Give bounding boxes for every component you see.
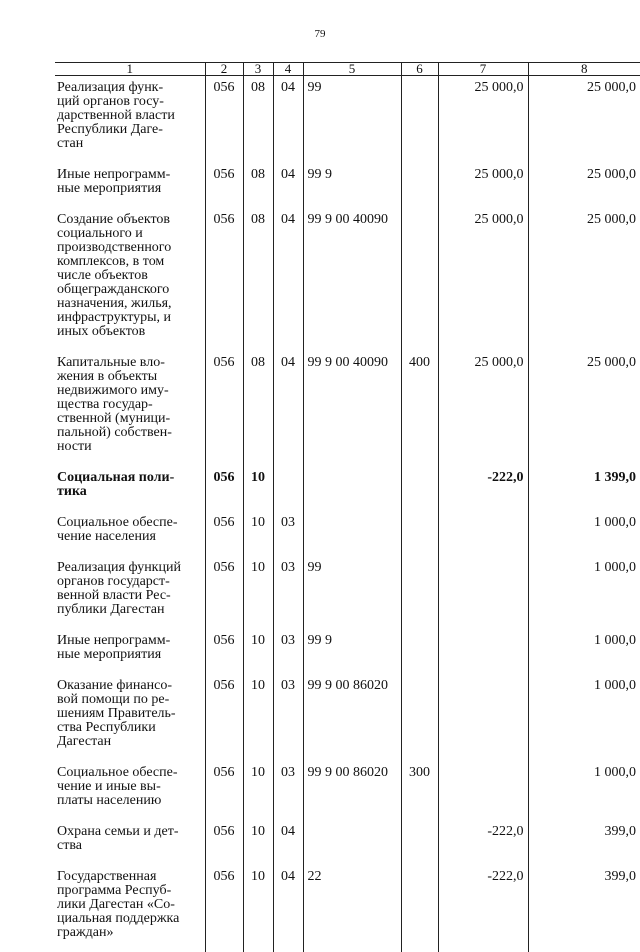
table-header-row: [55, 63, 640, 76]
cell-change-amount: -222,0: [438, 865, 528, 952]
cell-change-amount: 25 000,0: [438, 163, 528, 208]
cell-subsection: [273, 466, 303, 511]
cell-name: Реализация функций органов государст- венной власти Рес- публики Дагестан: [55, 556, 205, 629]
cell-name: Социальное обеспе- чение населения: [55, 511, 205, 556]
cell-total-amount: 25 000,0: [528, 351, 640, 466]
cell-name: Государственная программа Респуб- лики Дагестан «Со- циальная поддержка граждан»: [55, 865, 205, 952]
cell-target-article: [303, 511, 401, 556]
cell-section: 08: [243, 208, 273, 351]
table-row: [55, 76, 640, 164]
cell-change-amount: 25 000,0: [438, 76, 528, 164]
column-header: 6: [401, 63, 438, 76]
cell-section: 08: [243, 351, 273, 466]
cell-change-amount: [438, 674, 528, 761]
cell-target-article: 99: [303, 556, 401, 629]
cell-subsection: 04: [273, 351, 303, 466]
table-row: [55, 208, 640, 351]
table-body: [55, 76, 640, 952]
cell-section: 10: [243, 761, 273, 820]
cell-total-amount: 1 000,0: [528, 629, 640, 674]
cell-section: 10: [243, 466, 273, 511]
cell-admin-code: 056: [205, 865, 243, 952]
cell-name: Оказание финансо- вой помощи по ре- шениям Правитель- ства Республики Дагестан: [55, 674, 205, 761]
cell-change-amount: -222,0: [438, 820, 528, 865]
cell-section: 08: [243, 163, 273, 208]
cell-section: 10: [243, 674, 273, 761]
cell-total-amount: 1 399,0: [528, 466, 640, 511]
cell-target-article: 99: [303, 76, 401, 164]
cell-expense-type: [401, 865, 438, 952]
cell-subsection: 04: [273, 76, 303, 164]
table-row: [55, 820, 640, 865]
cell-name: Реализация функ- ций органов госу- дарственной власти Республики Даге- стан: [55, 76, 205, 164]
cell-name: Социальное обеспе- чение и иные вы- платы населению: [55, 761, 205, 820]
cell-expense-type: [401, 76, 438, 164]
cell-subsection: 04: [273, 865, 303, 952]
table-row: [55, 629, 640, 674]
cell-admin-code: 056: [205, 761, 243, 820]
table-row: [55, 556, 640, 629]
cell-total-amount: 399,0: [528, 820, 640, 865]
cell-target-article: 99 9 00 86020: [303, 761, 401, 820]
cell-expense-type: [401, 163, 438, 208]
table-row: [55, 761, 640, 820]
cell-target-article: 99 9 00 40090: [303, 351, 401, 466]
cell-admin-code: 056: [205, 629, 243, 674]
column-header: 4: [273, 63, 303, 76]
cell-admin-code: 056: [205, 466, 243, 511]
cell-target-article: [303, 466, 401, 511]
cell-total-amount: 25 000,0: [528, 163, 640, 208]
cell-change-amount: [438, 511, 528, 556]
column-header: 3: [243, 63, 273, 76]
cell-name: Охрана семьи и дет- ства: [55, 820, 205, 865]
cell-admin-code: 056: [205, 820, 243, 865]
cell-target-article: [303, 820, 401, 865]
cell-name: Социальная поли- тика: [55, 466, 205, 511]
cell-expense-type: [401, 511, 438, 556]
cell-total-amount: 1 000,0: [528, 556, 640, 629]
cell-change-amount: [438, 761, 528, 820]
cell-expense-type: [401, 674, 438, 761]
cell-change-amount: [438, 556, 528, 629]
cell-total-amount: 1 000,0: [528, 761, 640, 820]
cell-target-article: 99 9 00 86020: [303, 674, 401, 761]
table-row: [55, 511, 640, 556]
cell-target-article: 22: [303, 865, 401, 952]
cell-name: Создание объектов социального и производственного комплексов, в том числе объектов общегражданского назначения, жилья, инфраструктуры, и иных объектов: [55, 208, 205, 351]
cell-subsection: 03: [273, 761, 303, 820]
cell-admin-code: 056: [205, 163, 243, 208]
cell-target-article: 99 9: [303, 163, 401, 208]
cell-subsection: 03: [273, 674, 303, 761]
cell-name: Иные непрограмм- ные мероприятия: [55, 163, 205, 208]
cell-expense-type: [401, 629, 438, 674]
column-header: 2: [205, 63, 243, 76]
cell-section: 10: [243, 820, 273, 865]
page-number: 79: [0, 28, 640, 40]
budget-table: [55, 62, 640, 952]
cell-subsection: 03: [273, 556, 303, 629]
cell-admin-code: 056: [205, 351, 243, 466]
cell-admin-code: 056: [205, 208, 243, 351]
column-header: 5: [303, 63, 401, 76]
cell-change-amount: 25 000,0: [438, 208, 528, 351]
cell-total-amount: 25 000,0: [528, 208, 640, 351]
cell-section: 10: [243, 629, 273, 674]
cell-expense-type: [401, 820, 438, 865]
cell-section: 10: [243, 556, 273, 629]
cell-change-amount: -222,0: [438, 466, 528, 511]
cell-admin-code: 056: [205, 674, 243, 761]
column-header: 1: [55, 63, 205, 76]
cell-section: 10: [243, 511, 273, 556]
cell-change-amount: [438, 629, 528, 674]
cell-total-amount: 1 000,0: [528, 511, 640, 556]
cell-change-amount: 25 000,0: [438, 351, 528, 466]
table-row: [55, 674, 640, 761]
cell-total-amount: 1 000,0: [528, 674, 640, 761]
cell-admin-code: 056: [205, 511, 243, 556]
cell-target-article: 99 9 00 40090: [303, 208, 401, 351]
cell-target-article: 99 9: [303, 629, 401, 674]
column-header: 8: [528, 63, 640, 76]
cell-subsection: 03: [273, 629, 303, 674]
cell-admin-code: 056: [205, 76, 243, 164]
cell-expense-type: [401, 556, 438, 629]
cell-admin-code: 056: [205, 556, 243, 629]
table-row: [55, 865, 640, 952]
cell-subsection: 04: [273, 163, 303, 208]
cell-total-amount: 25 000,0: [528, 76, 640, 164]
cell-expense-type: 300: [401, 761, 438, 820]
cell-subsection: 03: [273, 511, 303, 556]
cell-name: Иные непрограмм- ные мероприятия: [55, 629, 205, 674]
cell-total-amount: 399,0: [528, 865, 640, 952]
table-row: [55, 351, 640, 466]
cell-expense-type: [401, 466, 438, 511]
cell-section: 08: [243, 76, 273, 164]
cell-expense-type: [401, 208, 438, 351]
cell-subsection: 04: [273, 208, 303, 351]
cell-name: Капитальные вло- жения в объекты недвижимого иму- щества государ- ственной (муници- пальной) собствен- ности: [55, 351, 205, 466]
cell-section: 10: [243, 865, 273, 952]
cell-expense-type: 400: [401, 351, 438, 466]
table-row: [55, 466, 640, 511]
column-header: 7: [438, 63, 528, 76]
table-row: [55, 163, 640, 208]
cell-subsection: 04: [273, 820, 303, 865]
